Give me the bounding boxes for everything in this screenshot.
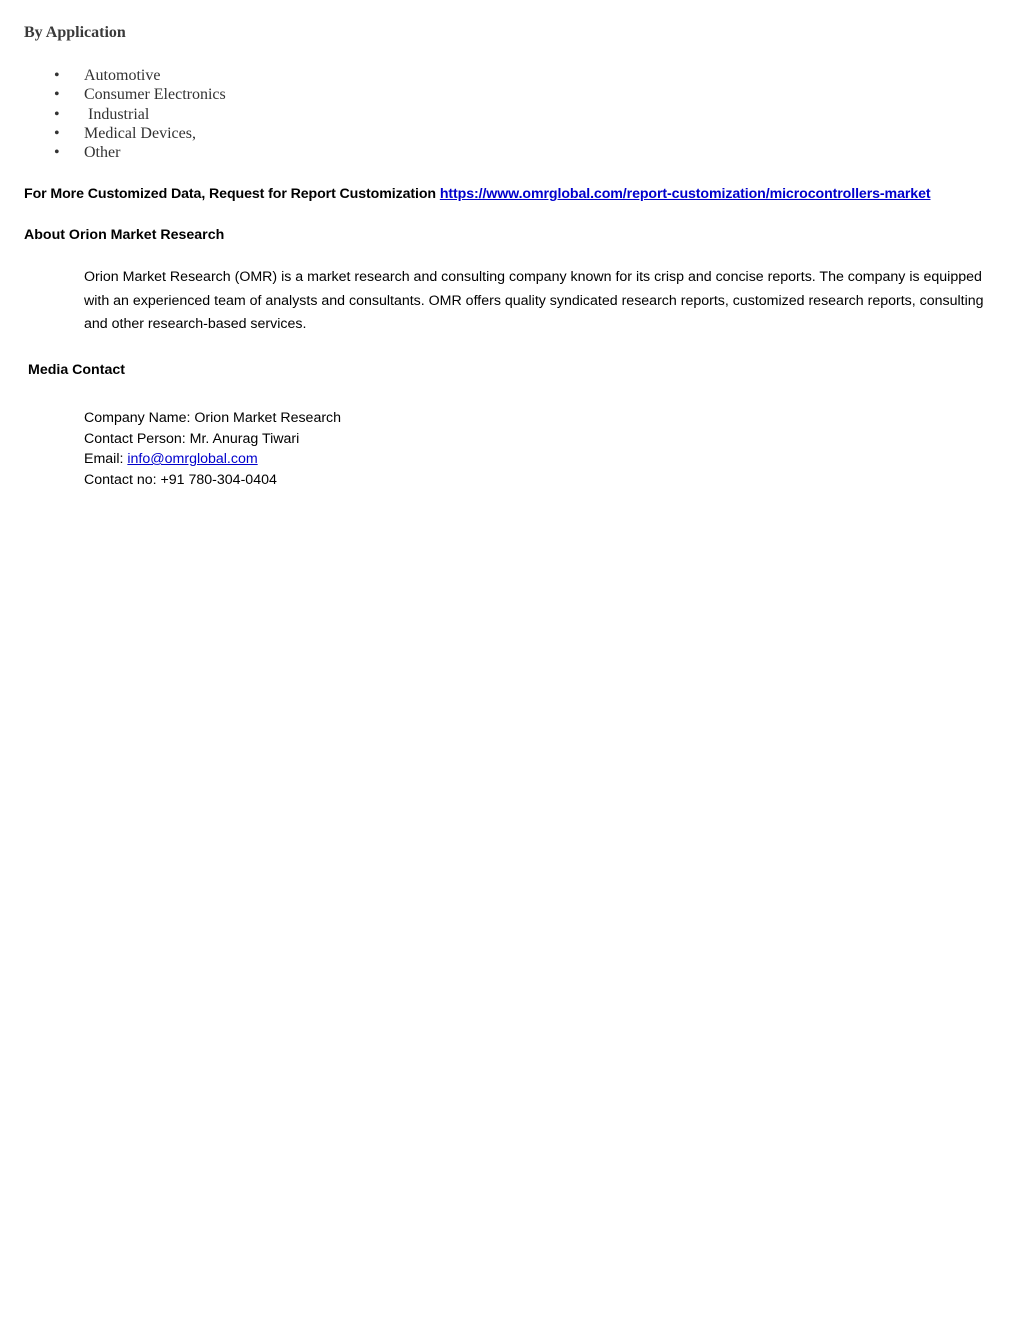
contact-person-line: Contact Person: Mr. Anurag Tiwari [84, 430, 300, 447]
company-name-line: Company Name: Orion Market Research [84, 410, 342, 426]
bullet-icon: • [54, 86, 60, 104]
contact-details [84, 408, 341, 490]
list-item [0, 85, 226, 104]
by-application-heading: By Application [24, 24, 126, 41]
email-label: Email: [84, 451, 128, 467]
application-list [0, 66, 226, 162]
bullet-icon: • [54, 144, 60, 162]
email-line [84, 449, 341, 470]
application-item-other: Other [84, 144, 121, 162]
customization-request-line [24, 186, 931, 202]
application-item-consumer-electronics: Consumer Electronics [84, 86, 226, 104]
list-item [0, 66, 226, 85]
customization-text: For More Customized Data, Request for Report Customization [24, 186, 440, 202]
report-customization-link[interactable]: https://www.omrglobal.com/report-customization/microcontrollers-market [439, 186, 931, 202]
list-item [0, 124, 226, 143]
application-item-industrial: Industrial [84, 105, 150, 123]
bullet-icon: • [54, 124, 60, 142]
email-link[interactable]: info@omrglobal.com [127, 451, 258, 467]
application-item-medical-devices: Medical Devices, [84, 124, 196, 142]
bullet-icon: • [54, 67, 60, 84]
contact-number-line: Contact no: +91 780-304-0404 [84, 471, 277, 488]
media-contact-heading: Media Contact [28, 362, 125, 378]
about-heading: About Orion Market Research [24, 227, 225, 243]
bullet-icon: • [54, 105, 60, 123]
list-item [0, 105, 226, 124]
about-paragraph: Orion Market Research (OMR) is a market research and consulting company known for its crisp and concise reports. The company is equipped with an experienced team of analysts and consultants. OMR offers quality syndicated research reports, customized research reports, consulting and other research-based services. [84, 269, 984, 332]
application-item-automotive: Automotive [84, 67, 161, 84]
list-item [0, 143, 226, 162]
